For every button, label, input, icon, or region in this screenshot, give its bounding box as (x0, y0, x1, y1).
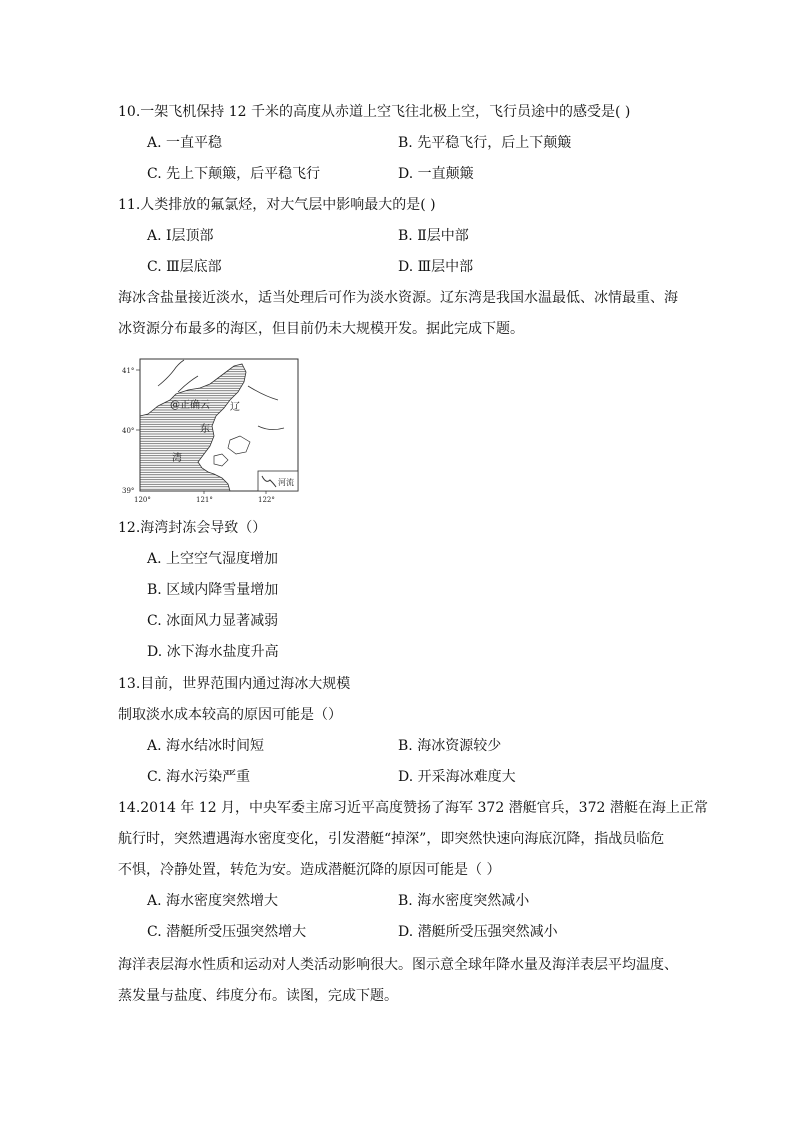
q12-option-a: A. 上空空气湿度增加 (147, 551, 279, 567)
q10-option-b: B. 先平稳飞行，后上下颠簸 (398, 135, 572, 151)
map-watermark: @正确云 (170, 400, 210, 411)
q10-stem: 10.一架飞机保持 12 千米的高度从赤道上空飞往北极上空，飞行员途中的感受是( ) (118, 104, 631, 120)
lon-120: 120° (134, 496, 151, 504)
q14-stem-line2: 航行时，突然遭遇海水密度变化，引发潜艇“掉深”，即突然快速向海底沉降，指战员临危 (118, 831, 665, 847)
q13-option-d: D. 开采海冰难度大 (398, 769, 516, 785)
lon-122: 122° (258, 496, 275, 504)
q14-option-d: D. 潜艇所受压强突然减小 (398, 924, 558, 940)
q11-stem: 11.人类排放的氟氯烃，对大气层中影响最大的是( ) (118, 197, 436, 213)
lon-121: 121° (196, 496, 213, 504)
q13-stem-line2: 制取淡水成本较高的原因可能是（） (118, 707, 342, 723)
q14-stem-line3: 不惧，冷静处置，转危为安。造成潜艇沉降的原因可能是（ ） (118, 862, 501, 878)
intro2-line2: 蒸发量与盐度、纬度分布。读图，完成下题。 (118, 988, 398, 1004)
q13-option-a: A. 海水结冰时间短 (147, 738, 265, 754)
q13-stem-line1: 13.目前，世界范围内通过海冰大规模 (118, 676, 351, 692)
q10-option-c: C. 先上下颠簸，后平稳飞行 (147, 166, 321, 182)
q11-option-b: B. Ⅱ层中部 (398, 228, 469, 244)
q11-option-d: D. Ⅲ层中部 (398, 259, 474, 275)
lat-40: 40° (122, 427, 135, 435)
q13-option-b: B. 海冰资源较少 (398, 738, 502, 754)
map-legend (258, 471, 298, 491)
q12-option-b: B. 区域内降雪量增加 (147, 582, 279, 598)
q12-option-c: C. 冰面风力显著减弱 (147, 613, 279, 629)
intro2-line1: 海洋表层海水性质和运动对人类活动影响很大。图示意全球年降水量及海洋表层平均温度、 (118, 957, 678, 973)
q14-stem-line1: 14.2014 年 12 月，中央军委主席习近平高度赞扬了海军 372 潜艇官兵，372 潜艇在海上正常 (118, 800, 708, 816)
map-label-wan: 湾 (172, 453, 182, 464)
q14-option-c: C. 潜艇所受压强突然增大 (147, 924, 307, 940)
lat-39: 39° (122, 487, 135, 495)
q14-option-b: B. 海水密度突然减小 (398, 893, 530, 909)
q11-option-a: A. Ⅰ层顶部 (147, 228, 214, 244)
q12-stem: 12.海湾封冻会导致（） (118, 520, 267, 536)
q12-option-d: D. 冰下海水盐度升高 (147, 644, 279, 660)
q10-option-d: D. 一直颠簸 (398, 166, 474, 182)
q11-option-c: C. Ⅲ层底部 (147, 259, 222, 275)
q14-option-a: A. 海水密度突然增大 (147, 893, 279, 909)
intro1-line1: 海冰含盐量接近淡水，适当处理后可作为淡水资源。辽东湾是我国水温最低、冰情最重、海 (118, 290, 678, 306)
lat-41: 41° (122, 367, 135, 375)
intro1-line2: 冰资源分布最多的海区，但目前仍未大规模开发。据此完成下题。 (118, 321, 524, 337)
map-label-dong: 东 (200, 424, 210, 435)
q10-option-a: A. 一直平稳 (147, 135, 223, 151)
q13-option-c: C. 海水污染严重 (147, 769, 251, 785)
map-label-liao: 辽 (230, 402, 240, 413)
legend-label: 河流 (278, 478, 294, 487)
liaodong-bay-map (118, 356, 308, 508)
